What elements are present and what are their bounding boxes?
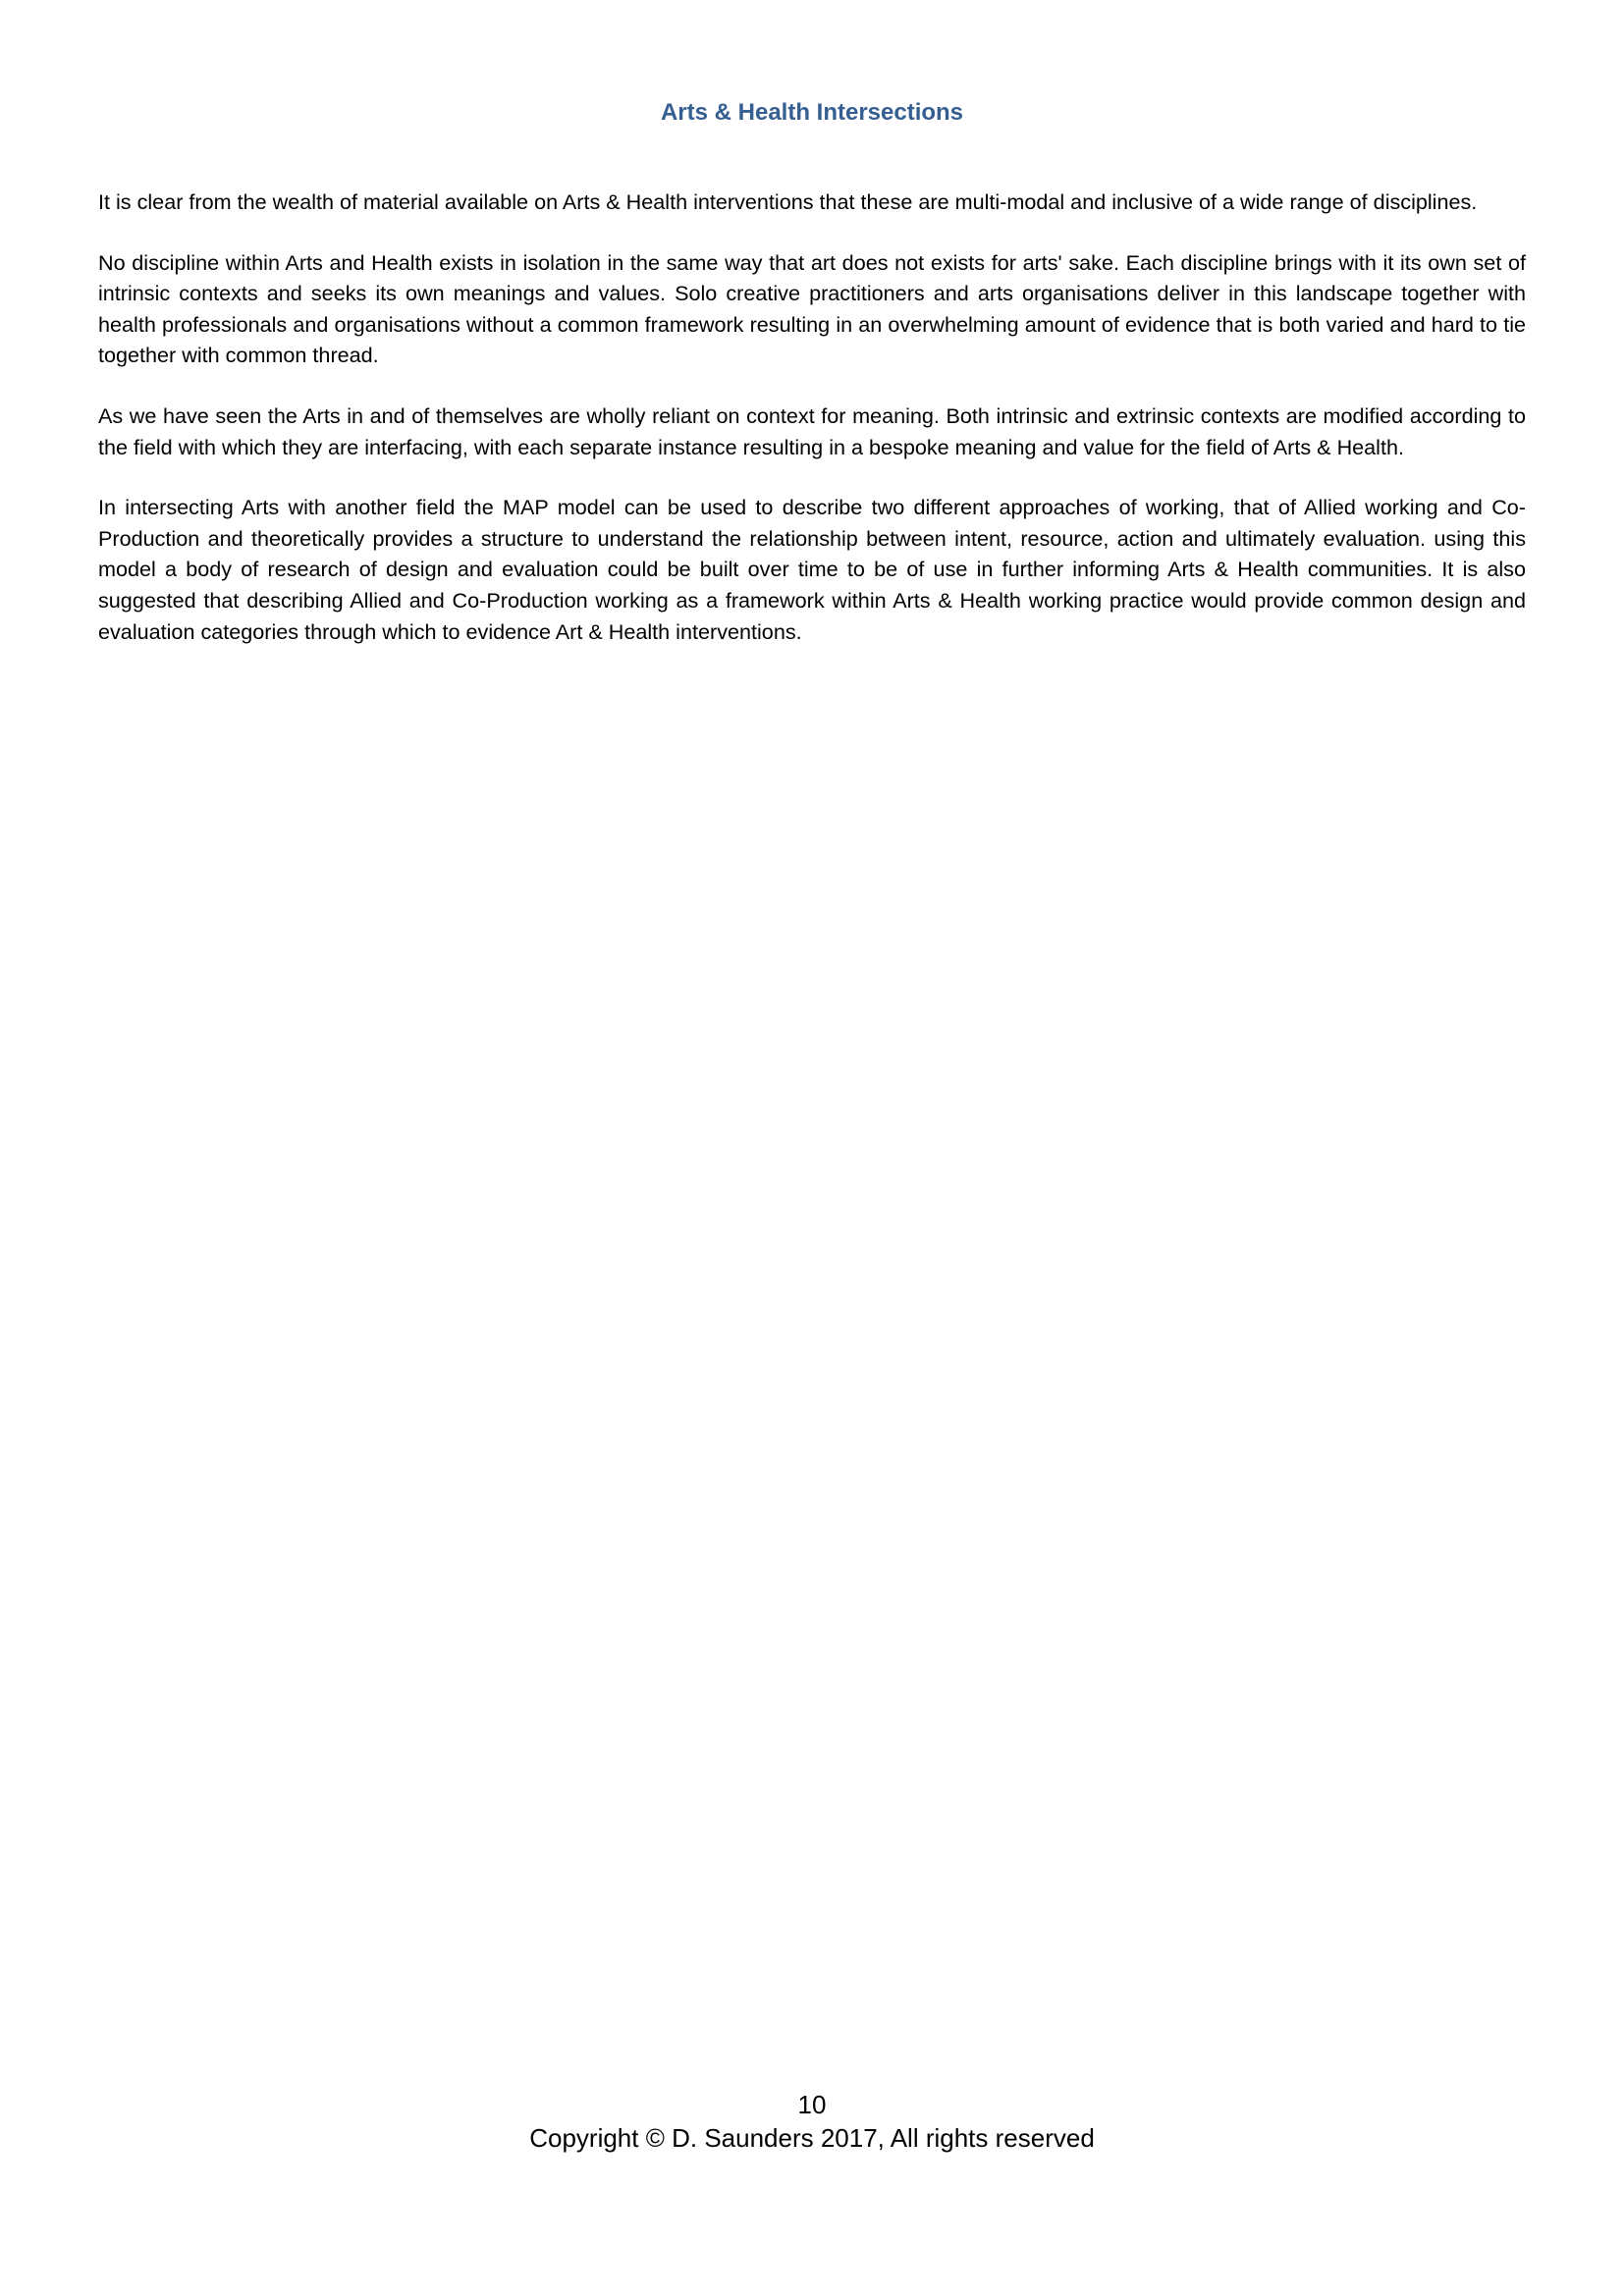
body-paragraph: As we have seen the Arts in and of themselves are wholly reliant on context for meaning. Both intrinsic and extrinsic contexts are modified according to the field with which they are interfacing, with each separate instance resulting in a bespoke meaning and value for the field of Arts & Health. [98,402,1526,459]
body-paragraph: No discipline within Arts and Health exists in isolation in the same way that art does not exists for arts' sake. Each discipline brings with it its own set of intrinsic contexts and seeks its own meanings and values. Solo creative practitioners and arts organisations deliver in this landscape together with health professionals and organisations without a common framework resulting in an overwhelming amount of evidence that is both varied and hard to tie together with common thread. [98,249,1526,368]
page-number: 10 [797,2090,827,2119]
copyright-line: Copyright © D. Saunders 2017, All rights reserved [529,2123,1095,2153]
body-paragraph: In intersecting Arts with another field the MAP model can be used to describe two different approaches of working, that of Allied working and Co-Production and theoretically provides a structure to understand the relationship between intent, resource, action and ultimately evaluation. using this model a body of research of design and evaluation could be built over time to be of use in further informing Arts & Health communities. It is also suggested that describing Allied and Co-Production working as a framework within Arts & Health working practice would provide common design and evaluation categories through which to evidence Art & Health interventions. [98,495,1526,644]
body-paragraph: It is clear from the wealth of material available on Arts & Health interventions that these are multi-modal and inclusive of a wide range of disciplines. [98,189,1478,214]
document-body [0,187,1624,647]
page-footer [0,2088,1624,2155]
page-title: Arts & Health Intersections [660,99,964,126]
